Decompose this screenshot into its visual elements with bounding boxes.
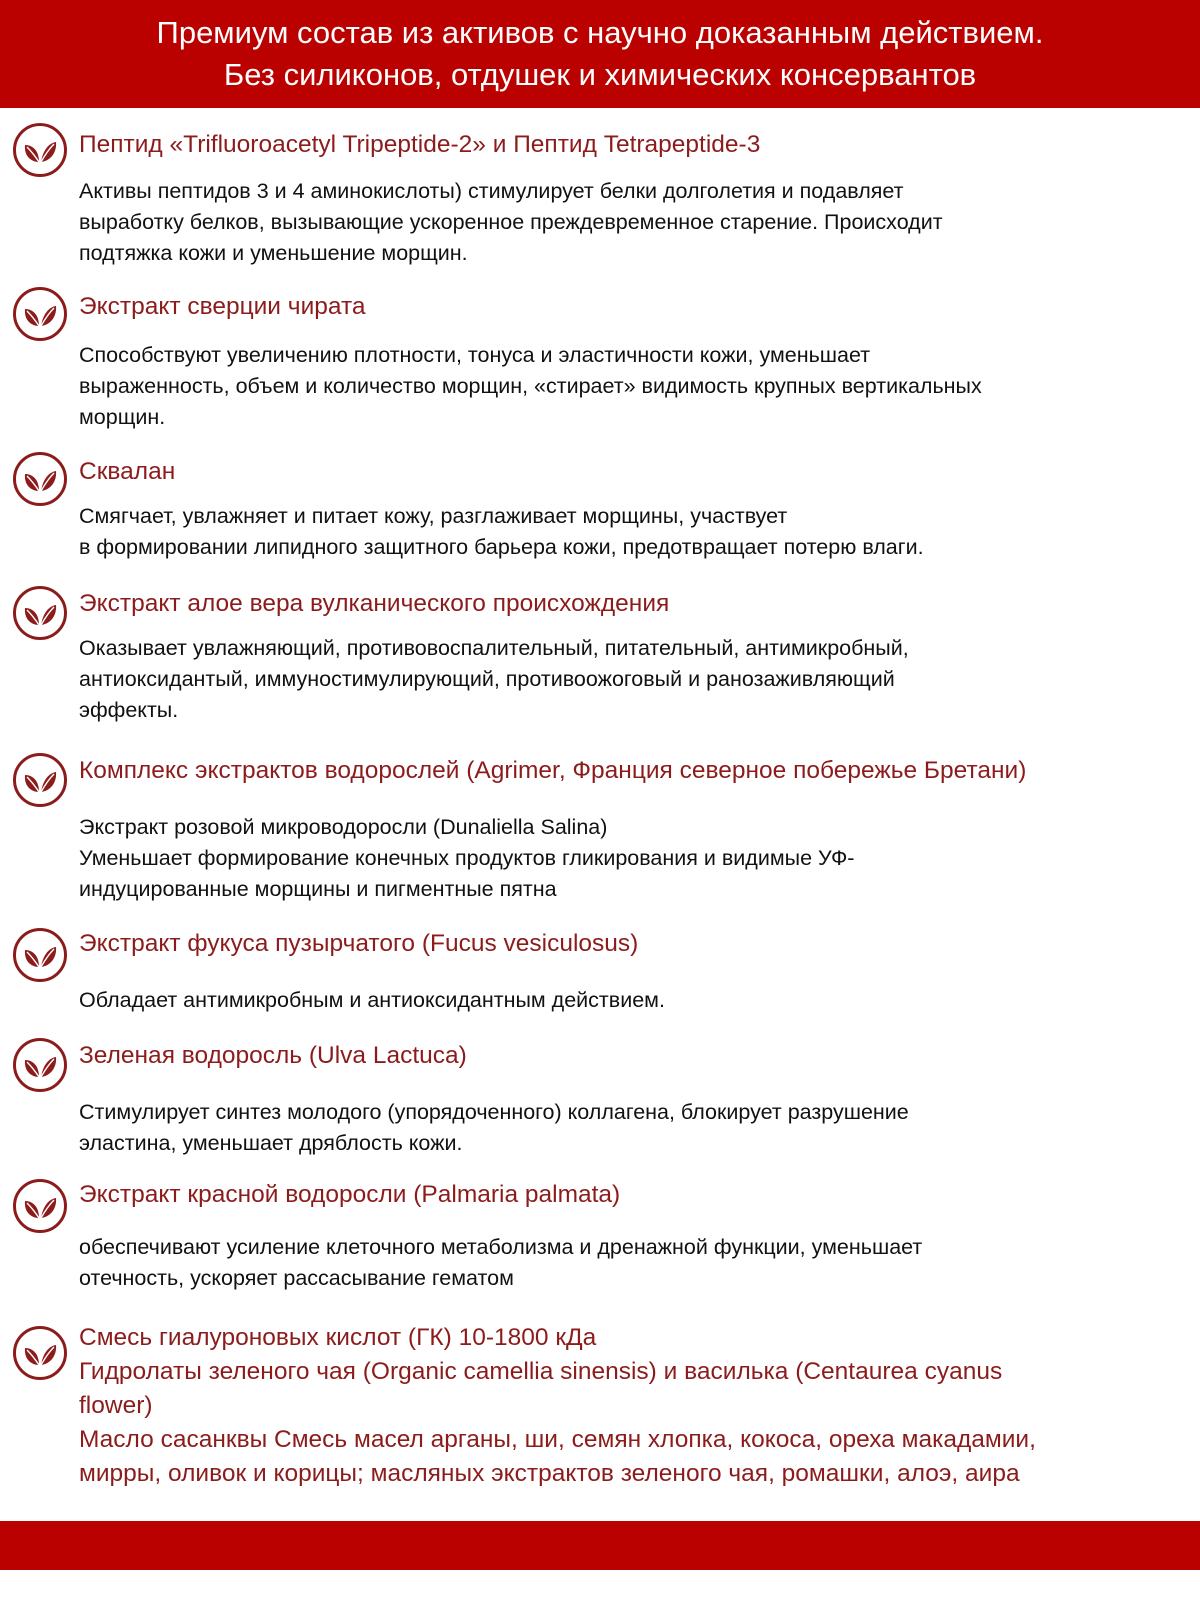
ingredient-description: Активы пептидов 3 и 4 аминокислоты) стимулирует белки долголетия и подавляет выработку белков, вызывающие ускоренное преждевременное старение. Происходит подтяжка кожи и уменьшение морщин.	[79, 179, 943, 265]
ingredient-description: Экстракт розовой микроводоросли (Dunaliella Salina) Уменьшает формирование конечных продуктов гликирования и видимые УФ- индуцированные морщины и пигментные пятна	[79, 815, 855, 901]
header-banner	[0, 0, 1200, 108]
header-line-1: Премиум состав из активов с научно доказанным действием.	[156, 15, 1044, 50]
ingredient-description: обеспечивают усиление клеточного метаболизма и дренажной функции, уменьшает отечность, ускоряет рассасывание гематом	[79, 1235, 923, 1290]
leaves-icon	[12, 927, 68, 983]
ingredient-description: Смягчает, увлажняет и питает кожу, разглаживает морщины, участвует в формировании липидного защитного барьера кожи, предотвращает потерю влаги.	[79, 504, 924, 559]
leaves-icon	[12, 1325, 68, 1381]
leaves-icon	[12, 1178, 68, 1234]
leaves-icon	[12, 585, 68, 641]
ingredient-title: Пептид «Trifluoroacetyl Tripeptide-2» и Пептид Tetrapeptide-3	[79, 131, 761, 158]
ingredient-title: Сквалан	[79, 458, 176, 485]
ingredient-title: Зеленая водоросль (Ulva Lactuca)	[79, 1042, 467, 1069]
leaves-icon	[12, 1037, 68, 1093]
ingredient-title: Смесь гиалуроновых кислот (ГК) 10-1800 кДа Гидролаты зеленого чая (Organic camellia sinensis) и василька (Centaurea cyanus flower) Масло сасанквы Смесь масел арганы, ши, семян хлопка, кокоса, ореха макадамии, мирры, оливок и корицы; масляных экстрактов зеленого чая, ромашки, алоэ, аира	[79, 1324, 1036, 1487]
ingredient-title: Комплекс экстрактов водорослей (Agrimer, Франция северное побережье Бретани)	[79, 757, 1027, 784]
footer-bar	[0, 1521, 1200, 1570]
ingredient-title: Экстракт сверции чирата	[79, 293, 366, 320]
ingredient-description: Способствуют увеличению плотности, тонуса и эластичности кожи, уменьшает выраженность, объем и количество морщин, «стирает» видимость крупных вертикальных морщин.	[79, 343, 982, 429]
leaves-icon	[12, 451, 68, 507]
ingredient-title: Экстракт алое вера вулканического происхождения	[79, 590, 670, 617]
header-line-2: Без силиконов, отдушек и химических консервантов	[223, 57, 977, 92]
ingredient-description: Обладает антимикробным и антиоксидантным действием.	[79, 988, 665, 1012]
ingredient-description: Стимулирует синтез молодого (упорядоченного) коллагена, блокирует разрушение эластина, уменьшает дряблость кожи.	[79, 1100, 909, 1155]
leaves-icon	[12, 752, 68, 808]
leaves-icon	[12, 286, 68, 342]
ingredient-title: Экстракт красной водоросли (Palmaria palmata)	[79, 1181, 621, 1208]
ingredient-description: Оказывает увлажняющий, противовоспалительный, питательный, антимикробный, антиоксидантый, иммуностимулирующий, противоожоговый и ранозаживляющий эффекты.	[79, 636, 909, 722]
ingredient-title: Экстракт фукуса пузырчатого (Fucus vesiculosus)	[79, 930, 639, 957]
leaves-icon	[12, 122, 68, 178]
